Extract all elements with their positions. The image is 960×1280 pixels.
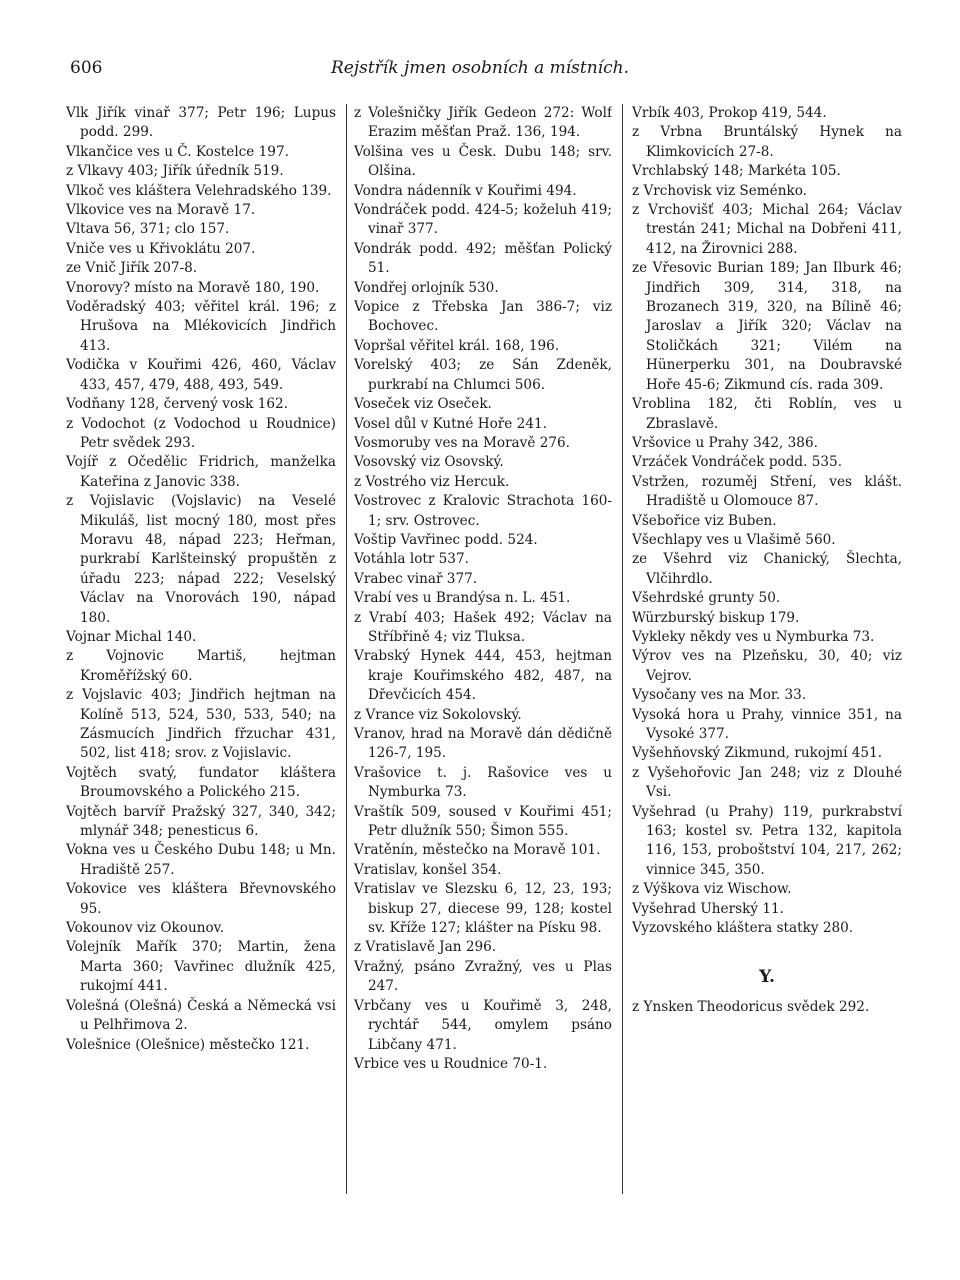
index-entry: Všebořice viz Buben. [632, 512, 777, 529]
index-entry: Výrov ves na Plzeňsku, 30, 40; viz Vejrov. [632, 648, 902, 684]
index-entry: Vyšehrad Uherský 11. [632, 900, 784, 917]
index-entry: Vstržen, rozuměj Stření, ves klášt. Hradiště u Olomouce 87. [632, 473, 902, 510]
index-column-3 [632, 104, 902, 1200]
index-entry: Vondřej orlojník 530. [354, 279, 499, 296]
index-entry: z Vojislavic (Vojslavic) na Veselé Mikuláš, list mocný 180, most přes Moravu 48, nápad 223; Heřman, purkrabí Karlšteinský propuštěn z úřadu 223; nápad 222; Veselský Václav na Vnorovách 190, nápad 180. [66, 493, 336, 626]
index-entry: Vrbice ves u Roudnice 70-1. [354, 1055, 548, 1072]
index-entry: Volešná (Olešná) Česká a Německá vsi u Pelhřimova 2. [66, 997, 336, 1034]
index-entry: Vojtěch barvíř Pražský 327, 340, 342; mlynář 348; penesticus 6. [66, 803, 336, 840]
index-entry: Vratislav, konšel 354. [354, 861, 502, 878]
index-entry: z Vratislavě Jan 296. [354, 939, 497, 956]
index-entry: z Vojslavic 403; Jindřich hejtman na Kolíně 513, 524, 530, 533, 540; na Zásmucích Jindřich fřzuchar 431, 502, list 418; srov. z Vojislavic. [66, 687, 336, 762]
index-entry: Vondrák podd. 492; měšťan Polický 51. [354, 240, 612, 277]
index-entry: Vlkoč ves kláštera Velehradského 139. [66, 182, 332, 199]
index-entry: z Vrabí 403; Hašek 492; Václav na Stříbřině 4; viz Tluksa. [354, 609, 612, 645]
index-entry: Volejník Mařík 370; Martin, žena Marta 360; Vavřinec dlužník 425, rukojmí 441. [66, 939, 336, 995]
index-entry: Vrbík 403, Prokop 419, 544. [632, 105, 827, 121]
index-entry: Vodička v Kouřimi 426, 460, Václav 433, 457, 479, 488, 493, 549. [66, 357, 336, 393]
index-entry: Vysočany ves na Mor. 33. [632, 687, 807, 704]
index-columns [66, 104, 914, 1200]
index-entry: z Výškova viz Wischow. [632, 881, 792, 898]
index-entry: Vrchlabský 148; Markéta 105. [632, 163, 841, 180]
index-entry: Vorelský 403; ze Sán Zdeněk, purkrabí na Chlumci 506. [354, 357, 612, 393]
index-entry: Voseček viz Oseček. [354, 396, 492, 413]
index-entry: z Vostrého viz Hercuk. [354, 473, 510, 490]
index-entry: Vondra nádenník v Kouřimi 494. [354, 182, 577, 199]
index-entry: ze Vnič Jiřík 207-8. [66, 260, 198, 277]
index-entry: Vnorovy? místo na Moravě 180, 190. [66, 279, 320, 296]
index-entry: Vršovice u Prahy 342, 386. [632, 434, 818, 451]
index-entry: Vosel důl v Kutné Hoře 241. [354, 415, 547, 432]
index-entry: Vosmoruby ves na Moravě 276. [354, 434, 570, 451]
index-entry: Vysoká hora u Prahy, vinnice 351, na Vysoké 377. [632, 706, 902, 742]
index-entry: z Vrbna Bruntálský Hynek na Klimkovicích 27-8. [632, 124, 902, 160]
index-entry: z Volešničky Jiřík Gedeon 272: Wolf Erazim měšťan Praž. 136, 194. [354, 105, 612, 141]
index-entry: Vraštík 509, soused v Kouřimi 451; Petr dlužník 550; Šimon 555. [354, 803, 612, 840]
index-entry: z Vodochot (z Vodochod u Roudnice) Petr svědek 293. [66, 415, 336, 451]
index-entry: Vratěnín, městečko na Moravě 101. [354, 842, 601, 859]
index-entry: z Vyšehořovic Jan 248; viz z Dlouhé Vsi. [632, 764, 902, 801]
index-entry: z Vrance viz Sokolovský. [354, 706, 522, 723]
index-entry: z Vojnovic Martiš, hejtman Kroměřížský 60. [66, 648, 336, 684]
index-entry: Vyzovského kláštera statky 280. [632, 920, 854, 937]
index-entry: z Vrchovišť 403; Michal 264; Václav trestán 241; Michal na Dobřeni 411, 412, na Žirovnici 288. [632, 202, 902, 257]
index-entry: Všechlapy ves u Vlašimě 560. [632, 531, 836, 548]
index-entry: Vranov, hrad na Moravě dán dědičně 126-7, 195. [354, 726, 612, 762]
index-entry: Vrabec vinař 377. [354, 570, 478, 587]
index-entry: Vojíř z Očedělic Fridrich, manželka Kateřina z Janovic 338. [66, 454, 336, 490]
index-entry: Vrašovice t. j. Rašovice ves u Nymburka 73. [354, 764, 612, 801]
column-divider [346, 104, 347, 1194]
index-column-2 [354, 104, 612, 1200]
index-entry: Vojnar Michal 140. [66, 628, 197, 645]
index-entry: Vlkančice ves u Č. Kostelce 197. [66, 143, 289, 160]
index-entry: Vlk Jiřík vinař 377; Petr 196; Lupus podd. 299. [66, 105, 336, 141]
running-title: Rejstřík jmen osobních a místních. [330, 58, 629, 78]
index-entry: ze Všehrd viz Chanický, Šlechta, Vlčihrdlo. [632, 551, 902, 587]
index-entry: Vojtěch svatý, fundator kláštera Broumovského a Polického 215. [66, 764, 336, 801]
index-entry: Vroblina 182, čti Roblín, ves u Zbraslavě. [632, 396, 902, 432]
index-column-1 [66, 104, 336, 1200]
index-entry: Voděradský 403; věřitel král. 196; z Hrušova na Mlékovicích Jindřich 413. [66, 299, 336, 354]
column-divider [622, 104, 623, 1194]
index-entry: Volešnice (Olešnice) městečko 121. [66, 1036, 310, 1053]
index-entry: Všehrdské grunty 50. [632, 590, 781, 607]
page-header [70, 58, 890, 88]
index-entry: Vopice z Třebska Jan 386-7; viz Bochovec. [354, 299, 612, 335]
index-entry: Vrabský Hynek 444, 453, hejtman kraje Kouřimského 482, 487, na Dřevčicích 454. [354, 648, 612, 704]
index-entry: Vražný, psáno Zvražný, ves u Plas 247. [354, 958, 612, 995]
index-entry: Vondráček podd. 424-5; koželuh 419; vinař 377. [354, 202, 612, 238]
index-entry: Würzburský biskup 179. [632, 609, 800, 626]
index-entry: Vlkovice ves na Moravě 17. [66, 202, 256, 219]
index-entry: Voštip Vavřinec podd. 524. [354, 531, 538, 548]
index-entry: Vyšehrad (u Prahy) 119, purkrabství 163; kostel sv. Petra 132, kapitola 116, 153, proboštství 104, 217, 262; vinnice 345, 350. [632, 803, 902, 878]
index-entry: Vltava 56, 371; clo 157. [66, 221, 230, 238]
index-entry: Vykleky někdy ves u Nymburka 73. [632, 628, 875, 645]
index-entry: Vokounov viz Okounov. [66, 920, 225, 937]
index-entry: Vokna ves u Českého Dubu 148; u Mn. Hradiště 257. [66, 842, 336, 878]
section-letter-heading: Y. [759, 967, 775, 988]
index-entry: ze Vřesovic Burian 189; Jan Ilburk 46; Jindřich 309, 314, 318, na Brozanech 319, 320, na Bílině 46; Jaroslav a Jiřík 320; Václav na Stoličkách 321; Vilém na Hünerperku 301, na Doubravské Hoře 45-6; Zikmund cís. rada 309. [632, 260, 902, 393]
index-entry: Volšina ves u Česk. Dubu 148; srv. Olšina. [354, 143, 612, 180]
index-entry: Vrabí ves u Brandýsa n. L. 451. [354, 590, 571, 607]
index-entry: Vrbčany ves u Kouřimě 3, 248, rychtář 544, omylem psáno Libčany 471. [354, 997, 612, 1053]
index-entry: Vopršal věřitel král. 168, 196. [354, 337, 560, 354]
index-entry: z Ynsken Theodoricus svědek 292. [632, 998, 870, 1015]
index-entry: z Vrchovisk viz Seménko. [632, 182, 807, 199]
index-entry: Vyšehňovský Zikmund, rukojmí 451. [632, 745, 883, 762]
index-entry: Vostrovec z Kralovic Strachota 160-1; srv. Ostrovec. [354, 493, 612, 529]
index-entry: Vosovský viz Osovský. [354, 454, 504, 471]
index-entry: Vrzáček Vondráček podd. 535. [632, 454, 843, 471]
index-entry: Votáhla lotr 537. [354, 551, 469, 568]
page-number: 606 [70, 58, 103, 78]
index-entry: Vniče ves u Křivoklátu 207. [66, 240, 256, 257]
index-entry: Vratislav ve Slezsku 6, 12, 23, 193; biskup 27, diecese 99, 128; kostel sv. Kříže 127; klášter na Písku 98. [354, 881, 612, 937]
index-entry: Vokovice ves kláštera Břevnovského 95. [66, 881, 336, 917]
index-entry: Vodňany 128, červený vosk 162. [66, 396, 288, 413]
index-entry: z Vlkavy 403; Jiřík úředník 519. [66, 163, 284, 180]
